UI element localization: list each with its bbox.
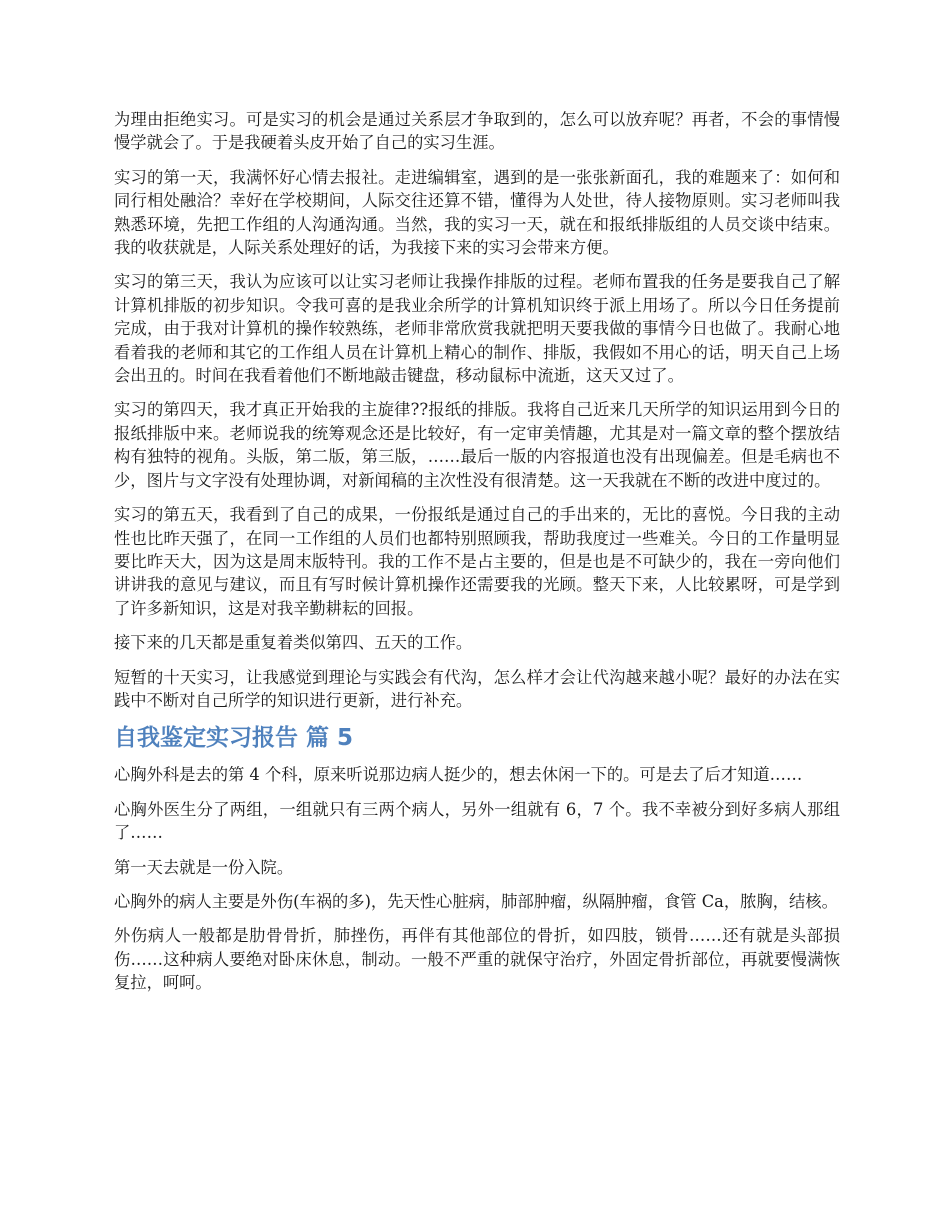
paragraph: 短暂的十天实习，让我感觉到理论与实践会有代沟，怎么样才会让代沟越来越小呢？最好的办法在实践中不断对自己所学的知识进行更新，进行补充。 <box>114 667 840 710</box>
paragraph: 接下来的几天都是重复着类似第四、五天的工作。 <box>114 633 473 653</box>
paragraph: 实习的第五天，我看到了自己的成果，一份报纸是通过自己的手出来的，无比的喜悦。今日我的主动性也比昨天强了，在同一工作组的人员们也都特别照顾我，帮助我度过一些难关。今日的工作量明显要比昨天大，因为这是周末版特刊。我的工作不是占主要的，但是也是不可缺少的，我在一旁向他们讲讲我的意见与建议，而且有写时候计算机操作还需要我的光顾。整天下来，人比较累呀，可是学到了许多新知识，这是对我辛勤耕耘的回报。 <box>114 505 840 618</box>
document-page <box>114 108 840 1006</box>
paragraph: 心胸外医生分了两组，一组就只有三两个病人，另外一组就有 6，7 个。我不幸被分到好多病人那组了…… <box>114 799 840 843</box>
paragraph: 实习的第四天，我才真正开始我的主旋律??报纸的排版。我将自己近来几天所学的知识运用到今日的报纸排版中来。老师说我的统筹观念还是比较好，有一定审美情趣，尤其是对一篇文章的整个摆放结构有独特的视角。头版，第二版，第三版，……最后一版的内容报道也没有出现偏差。但是毛病也不少，图片与文字没有处理协调，对新闻稿的主次性没有很清楚。这一天我就在不断的改进中度过的。 <box>114 400 840 490</box>
paragraph: 实习的第一天，我满怀好心情去报社。走进编辑室，遇到的是一张张新面孔，我的难题来了：如何和同行相处融洽？幸好在学校期间，人际交往还算不错，懂得为人处世，待人接物原则。实习老师叫我熟悉环境，先把工作组的人沟通沟通。当然，我的实习一天，就在和报纸排版组的人员交谈中结束。我的收获就是，人际关系处理好的话，为我接下来的实习会带来方便。 <box>114 167 840 258</box>
section-heading: 自我鉴定实习报告 篇 5 <box>114 725 354 752</box>
paragraph: 为理由拒绝实习。可是实习的机会是通过关系层才争取到的，怎么可以放弃呢？再者，不会的事情慢慢学就会了。于是我硬着头皮开始了自己的实习生涯。 <box>114 110 840 153</box>
paragraph: 心胸外的病人主要是外伤(车祸的多)，先天性心脏病，肺部肿瘤，纵隔肿瘤，食管 Ca，脓胸，结核。 <box>114 891 838 911</box>
paragraph: 心胸外科是去的第 4 个科，原来听说那边病人挺少的，想去休闲一下的。可是去了后才知道…… <box>114 765 803 785</box>
paragraph: 实习的第三天，我认为应该可以让实习老师让我操作排版的过程。老师布置我的任务是要我自己了解计算机排版的初步知识。令我可喜的是我业余所学的计算机知识终于派上用场了。所以今日任务提前完成，由于我对计算机的操作较熟练，老师非常欣赏我就把明天要我做的事情今日也做了。我耐心地看着我的老师和其它的工作组人员在计算机上精心的制作、排版，我假如不用心的话，明天自己上场会出丑的。时间在我看着他们不断地敲击键盘，移动鼠标中流逝，这天又过了。 <box>114 272 840 386</box>
paragraph: 第一天去就是一份入院。 <box>114 857 294 877</box>
paragraph: 外伤病人一般都是肋骨骨折，肺挫伤，再伴有其他部位的骨折，如四肢，锁骨……还有就是头部损伤……这种病人要绝对卧床休息，制动。一般不严重的就保守治疗，外固定骨折部位，再就要慢满恢复拉，呵呵。 <box>114 926 840 993</box>
